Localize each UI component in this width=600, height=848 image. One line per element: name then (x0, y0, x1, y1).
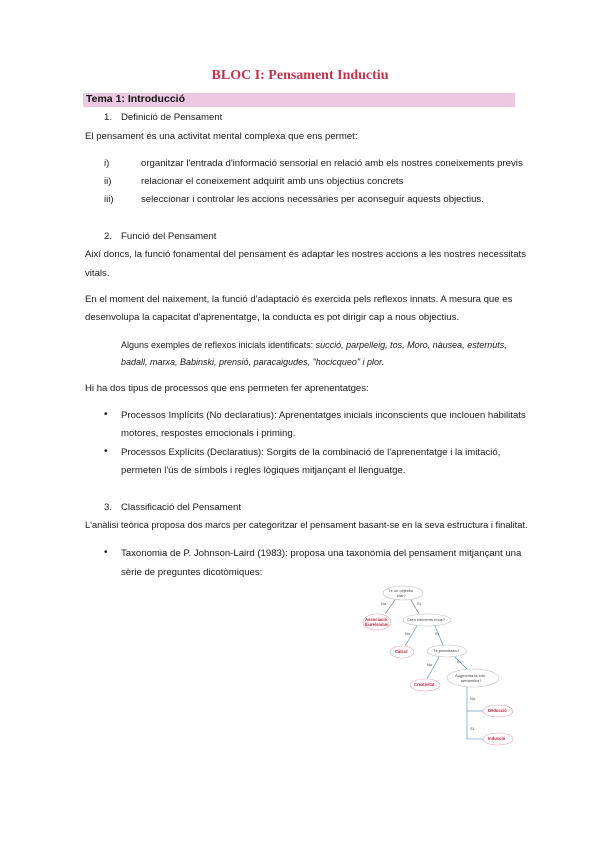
examples-italic: succió, parpelleig, tos, Moro, nàusea, esternuts, (315, 340, 507, 350)
list-item-number: iii) (104, 194, 114, 205)
list-item-text: organitzar l'entrada d'informació sensorial en relació amb els nostres coneixements previs (141, 158, 523, 169)
list-item-text: seleccionar i controlar les accions necessàries per aconseguir aquests objectius. (141, 194, 484, 205)
diagram-question: Té un objectiu (388, 588, 414, 593)
bullet-text: motores, respostes emocionals i priming. (121, 428, 296, 439)
diagram-question: Crea elements nous? (407, 617, 446, 622)
section1-number: 1. (104, 112, 113, 123)
diagram-leaf: Creativitat (414, 682, 435, 687)
paragraph-line: En el moment del naixement, la funció d'adaptació és exercida pels reflexos innats. A mesura que es (85, 294, 513, 305)
diagram-branch-label: No (381, 601, 387, 606)
paragraph-line: vitals. (85, 268, 110, 279)
diagram-branch-label: No (405, 631, 411, 636)
examples-prefix: Alguns exemples de reflexos inicials identificats: (121, 340, 314, 350)
section2-heading: Funció del Pensament (121, 231, 217, 242)
diagram-leaf: Inducció (488, 736, 506, 741)
diagram-leaf: Associació (365, 617, 388, 622)
diagram-branch-label: Sí (417, 601, 421, 606)
bullet-text: permeten l'ús de símbols i regles lògiques mitjançant el llenguatge. (121, 465, 406, 476)
diagram-leaf: lliure/somni (365, 622, 389, 627)
section2-number: 2. (104, 231, 113, 242)
section1-heading: Definició de Pensament (121, 112, 223, 123)
diagram-question: Augmenta la info (455, 673, 486, 678)
diagram-branch-label: Sí (470, 726, 474, 731)
bullet-text: Processos Implícits (No declaratius): Aprenentatges inicials inconscients que inclouen habilitats (121, 410, 526, 421)
list-item-number: ii) (104, 176, 112, 187)
tema-heading-bar (83, 93, 515, 107)
bullet-text: Taxonomia de P. Johnson-Laird (1983): proposa una taxonomia del pensament mitjançant una (121, 548, 522, 559)
examples-line (121, 339, 507, 351)
diagram-leaf: Càlcul (395, 649, 408, 654)
diagram-branch-label: No (470, 696, 476, 701)
paragraph-line: Així doncs, la funció fonamental del pensament és adaptar les nostres accions a les nostres necessitats (85, 249, 527, 260)
tema-heading: Tema 1: Introducció (86, 93, 185, 105)
list-item-text: relacionar el coneixement adquirit amb uns objectius concrets (141, 176, 404, 187)
diagram-question: clar? (397, 593, 406, 598)
section1-intro: El pensament és una activitat mental complexa que ens permet: (85, 131, 358, 142)
diagram-question: Té premisses? (433, 648, 460, 653)
diagram-question: semàntica? (461, 678, 482, 683)
processes-intro: Hi ha dos tipus de processos que ens permeten fer aprenentatges: (85, 383, 369, 394)
bullet-icon: • (104, 409, 108, 420)
bullet-text: Processos Explícits (Declaratius): Sorgits de la combinació de l'aprenentatge i la imitació, (121, 447, 501, 458)
section3-heading: Classificació del Pensament (121, 502, 241, 513)
bullet-icon: • (104, 446, 108, 457)
diagram-branch-label: No (427, 662, 433, 667)
diagram-branch-label: Sí (457, 659, 461, 664)
section3-intro: L'anàlisi teòrica proposa dos marcs per categoritzar el pensament basant-se en la seva estructura i finalitat. (85, 520, 528, 530)
diagram-leaf: Deducció (488, 708, 507, 713)
diagram-branch-label: Sí (435, 631, 439, 636)
taxonomy-diagram (355, 580, 530, 750)
list-item-number: i) (104, 158, 110, 169)
document-title: BLOC I: Pensament Inductiu (211, 68, 389, 83)
bullet-text: sèrie de preguntes dicotòmiques: (121, 567, 263, 578)
bullet-icon: • (104, 547, 108, 558)
examples-italic: badall, marxa, Babinski, prensió, paracaigudes, "hocicqueo" i plor. (121, 357, 385, 367)
taxonomy-diagram-svg (355, 580, 530, 750)
paragraph-line: desenvolupa la capacitat d'aprenentatge, la conducta es pot dirigir cap a nous objectius. (85, 312, 460, 323)
section3-number: 3. (104, 502, 113, 513)
